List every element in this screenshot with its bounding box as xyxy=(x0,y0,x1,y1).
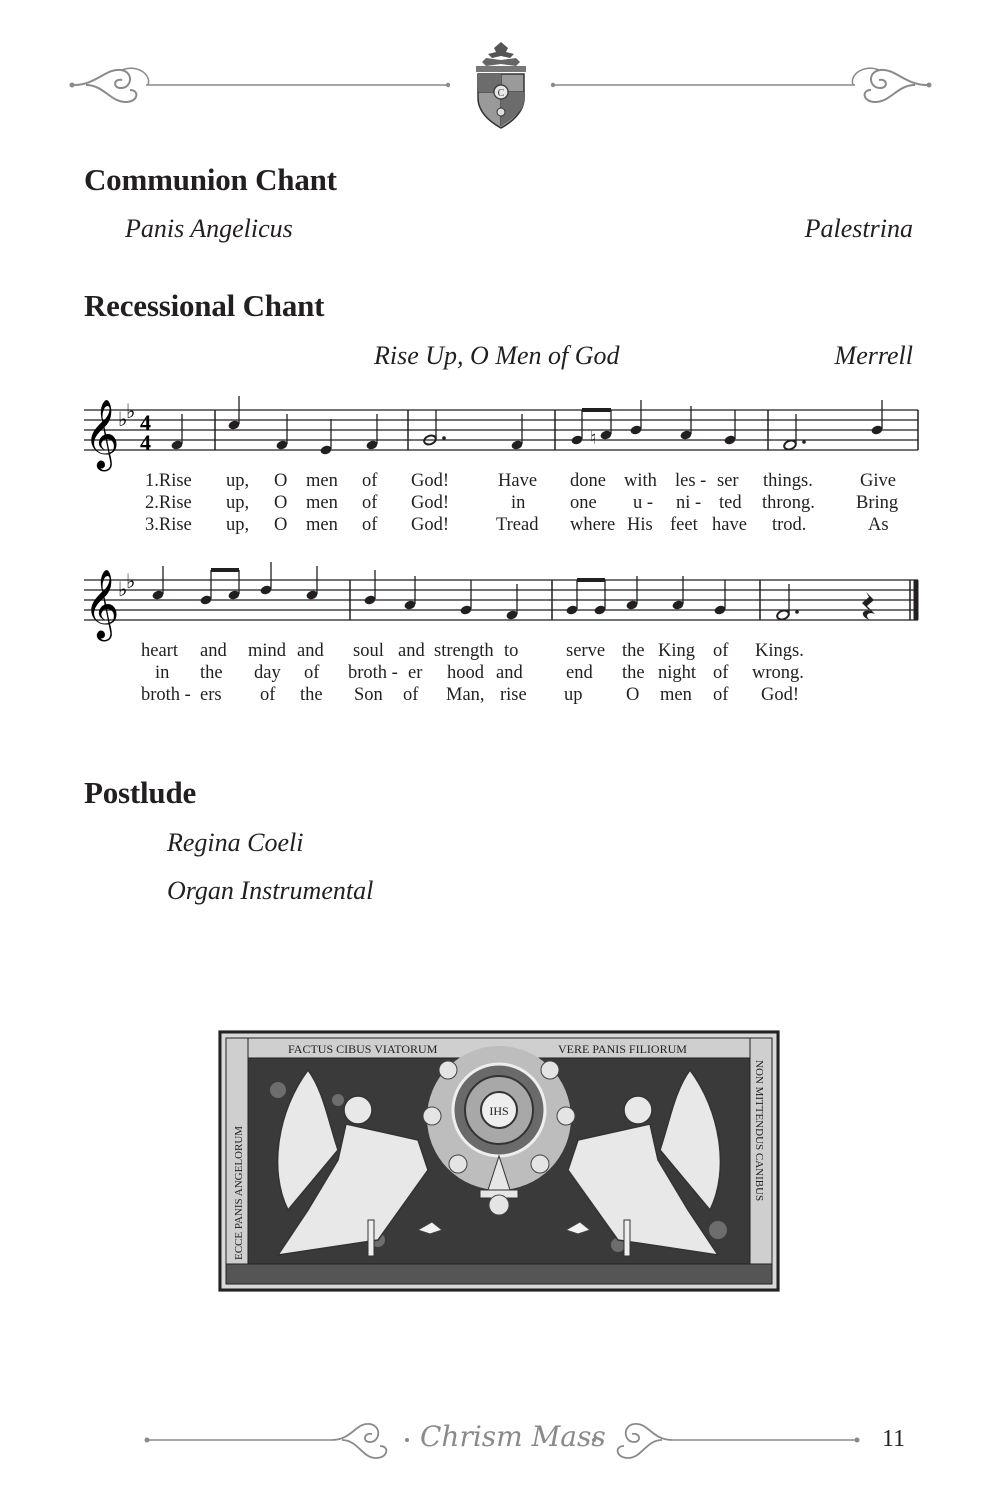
inscription-right: NON MITTENDUS CANIBUS xyxy=(753,1060,765,1202)
lyric-syllable: and xyxy=(297,641,324,661)
lyric-syllable: of xyxy=(713,663,729,683)
lyric-syllable: Tread xyxy=(496,515,539,535)
lyric-syllable: up, xyxy=(226,471,250,491)
lyric-syllable: As xyxy=(868,515,889,535)
lyric-syllable: the xyxy=(300,685,323,705)
header-left-flourish-icon xyxy=(66,58,452,114)
lyric-syllable: Give xyxy=(860,471,896,491)
lyric-syllable: end xyxy=(566,663,593,683)
lyric-syllable: ni - xyxy=(676,493,702,513)
lyric-syllable: and xyxy=(496,663,523,683)
lyric-syllable: O xyxy=(626,685,640,705)
lyric-syllable: the xyxy=(200,663,223,683)
lyric-syllable: up, xyxy=(226,493,250,513)
inscription-left: ECCE PANIS ANGELORUM xyxy=(233,1125,245,1260)
lyric-syllable: God! xyxy=(761,685,800,705)
communion-heading: Communion Chant xyxy=(84,162,337,197)
lyric-syllable: mind xyxy=(248,641,287,661)
lyric-syllable: trod. xyxy=(772,515,807,535)
lyric-syllable: up xyxy=(564,685,583,705)
lyric-syllable: God! xyxy=(411,471,450,491)
lyric-syllable: O xyxy=(274,471,288,491)
lyric-syllable: the xyxy=(622,663,645,683)
lyric-syllable: er xyxy=(408,663,423,683)
quarter-rest-icon xyxy=(862,592,875,620)
lyric-syllable: throng. xyxy=(762,493,815,513)
eucharistic-engraving-image xyxy=(218,1030,780,1292)
lyric-syllable: of xyxy=(362,515,378,535)
lyric-syllable: broth - xyxy=(348,663,398,683)
lyric-syllable: one xyxy=(570,493,597,513)
lyric-syllable: 3.Rise xyxy=(145,515,192,535)
lyric-syllable: men xyxy=(660,685,692,705)
lyric-syllable: ser xyxy=(717,471,739,491)
lyric-syllable: rise xyxy=(500,685,527,705)
lyric-syllable: of xyxy=(403,685,419,705)
treble-clef-icon: 𝄞 xyxy=(84,571,120,637)
lyric-syllable: heart xyxy=(141,641,178,661)
lyric-syllable: ers xyxy=(200,685,222,705)
lyric-syllable: of xyxy=(713,685,729,705)
page-number: 11 xyxy=(882,1426,906,1452)
lyric-syllable: and xyxy=(200,641,227,661)
flat-icon: ♭ xyxy=(126,571,136,593)
lyric-syllable: O xyxy=(274,493,288,513)
music-staff-system-1 xyxy=(80,392,925,472)
lyric-syllable: to xyxy=(504,641,519,661)
lyric-syllable: soul xyxy=(353,641,384,661)
lyric-syllable: 2.Rise xyxy=(145,493,192,513)
lyric-syllable: and xyxy=(398,641,425,661)
lyric-syllable: 1.Rise xyxy=(145,471,192,491)
lyric-syllable: men xyxy=(306,493,338,513)
flat-icon: ♭ xyxy=(118,579,128,601)
footer-title: Chrism Mass xyxy=(420,1420,606,1453)
lyric-syllable: God! xyxy=(411,493,450,513)
lyric-syllable: wrong. xyxy=(752,663,804,683)
lyric-syllable: Bring xyxy=(856,493,899,513)
lyric-syllable: of xyxy=(260,685,276,705)
lyric-syllable: up, xyxy=(226,515,250,535)
recessional-heading: Recessional Chant xyxy=(84,288,325,323)
svg-text:C: C xyxy=(497,88,505,99)
lyric-syllable: done xyxy=(570,471,606,491)
diocesan-crest-icon xyxy=(468,40,534,132)
music-staff-system-2 xyxy=(80,562,925,642)
lyric-syllable: u - xyxy=(633,493,654,513)
ihs-monogram: IHS xyxy=(489,1104,509,1118)
lyric-syllable: things. xyxy=(763,471,813,491)
lyric-syllable: O xyxy=(274,515,288,535)
lyric-syllable: have xyxy=(712,515,747,535)
lyric-syllable: les - xyxy=(675,471,707,491)
inscription-top-right: VERE PANIS FILIORUM xyxy=(558,1042,687,1056)
communion-composer: Palestrina xyxy=(804,214,913,243)
lyric-syllable: strength xyxy=(434,641,494,661)
lyric-syllable: of xyxy=(362,471,378,491)
lyric-syllable: with xyxy=(624,471,657,491)
inscription-top-left: FACTUS CIBUS VIATORUM xyxy=(288,1042,438,1056)
lyric-syllable: broth - xyxy=(141,685,191,705)
flat-icon: ♭ xyxy=(118,409,128,431)
svg-text:♮: ♮ xyxy=(590,428,597,448)
lyric-syllable: men xyxy=(306,471,338,491)
recessional-title: Rise Up, O Men of God xyxy=(374,341,620,370)
lyric-syllable: where xyxy=(570,515,616,535)
communion-title: Panis Angelicus xyxy=(125,214,293,243)
lyric-syllable: of xyxy=(713,641,729,661)
postlude-item: Organ Instrumental xyxy=(167,876,374,905)
lyric-syllable: of xyxy=(362,493,378,513)
lyric-syllable: Son xyxy=(354,685,383,705)
lyric-syllable: King xyxy=(658,641,695,661)
lyric-syllable: Have xyxy=(498,471,538,491)
postlude-heading: Postlude xyxy=(84,775,197,810)
lyric-syllable: in xyxy=(155,663,170,683)
treble-clef-icon: 𝄞 xyxy=(84,401,120,467)
lyric-syllable: the xyxy=(622,641,645,661)
recessional-composer: Merrell xyxy=(834,341,913,370)
lyric-syllable: day xyxy=(254,663,281,683)
lyric-syllable: in xyxy=(511,493,526,513)
lyric-syllable: hood xyxy=(447,663,484,683)
header-right-flourish-icon xyxy=(549,58,935,114)
lyric-syllable: night xyxy=(658,663,697,683)
lyric-syllable: Man, xyxy=(446,685,485,705)
svg-text:4: 4 xyxy=(140,410,151,435)
postlude-item: Regina Coeli xyxy=(167,828,304,857)
lyric-syllable: ted xyxy=(719,493,742,513)
lyric-syllable: feet xyxy=(670,515,698,535)
lyric-syllable: His xyxy=(627,515,653,535)
lyric-syllable: God! xyxy=(411,515,450,535)
lyric-syllable: of xyxy=(304,663,320,683)
lyric-syllable: men xyxy=(306,515,338,535)
lyric-syllable: Kings. xyxy=(755,641,804,661)
svg-text:4: 4 xyxy=(140,430,151,455)
flat-icon: ♭ xyxy=(126,401,136,423)
lyric-syllable: serve xyxy=(566,641,606,661)
